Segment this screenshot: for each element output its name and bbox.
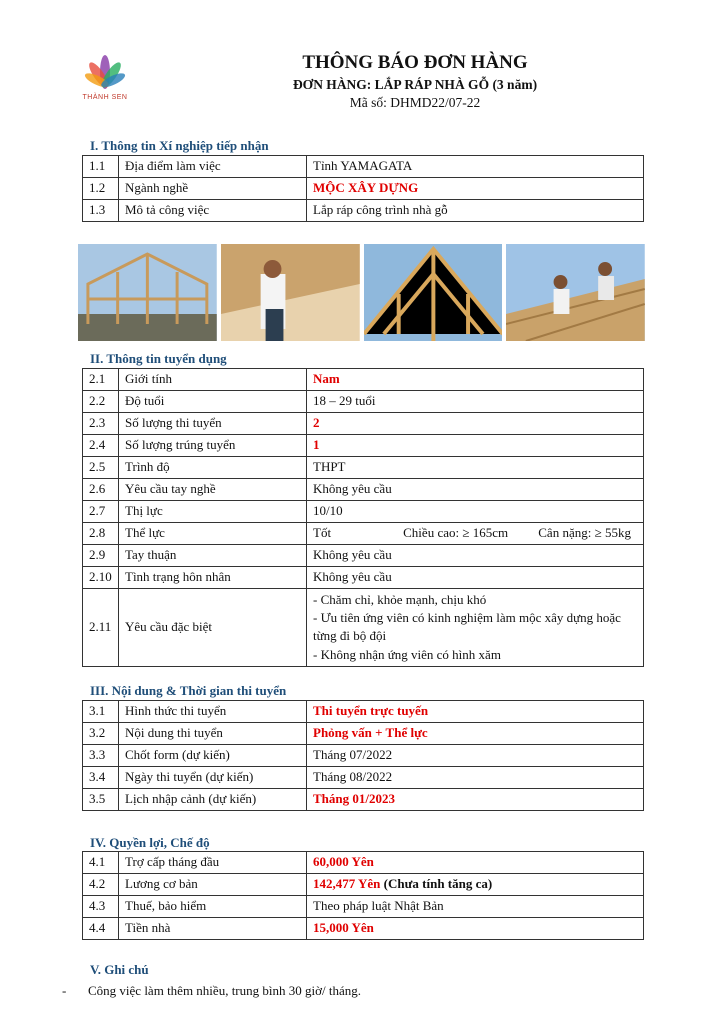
table-row xyxy=(83,457,644,479)
row-label: Chốt form (dự kiến) xyxy=(119,745,307,767)
row-value: Không yêu cầu xyxy=(307,479,644,501)
requirement-line: - Không nhận ứng viên có hình xăm xyxy=(313,646,501,662)
row-label: Tình trạng hôn nhân xyxy=(119,567,307,589)
row-label: Hình thức thi tuyển xyxy=(119,701,307,723)
row-number: 2.10 xyxy=(83,567,119,589)
row-number: 3.4 xyxy=(83,767,119,789)
table-row xyxy=(83,200,644,222)
row-label: Thị lực xyxy=(119,501,307,523)
row-label: Tiền nhà xyxy=(119,918,307,940)
section-2-title: II. Thông tin tuyển dụng xyxy=(90,351,227,366)
row-value: 1 xyxy=(307,435,644,457)
row-value: 2 xyxy=(307,413,644,435)
roof-truss-photo xyxy=(364,244,503,341)
row-number: 2.1 xyxy=(83,369,119,391)
row-value: Nam xyxy=(307,369,644,391)
section-4-title: IV. Quyền lợi, Chế độ xyxy=(90,835,210,850)
row-label: Lương cơ bản xyxy=(119,874,307,896)
wood-frame-photo xyxy=(78,244,217,341)
table-row xyxy=(83,391,644,413)
table-row xyxy=(83,369,644,391)
row-number: 1.1 xyxy=(83,156,119,178)
note-dash: - xyxy=(62,983,67,998)
row-value: 15,000 Yên xyxy=(307,918,644,940)
row-label: Số lượng trúng tuyển xyxy=(119,435,307,457)
logo-text: THÀNH SEN xyxy=(82,94,128,101)
row-number: 4.3 xyxy=(83,896,119,918)
recruitment-info-table xyxy=(82,368,644,667)
table-row xyxy=(83,701,644,723)
row-number: 3.3 xyxy=(83,745,119,767)
row-label: Giới tính xyxy=(119,369,307,391)
row-number: 2.2 xyxy=(83,391,119,413)
row-label: Yêu cầu đặc biệt xyxy=(119,589,307,667)
table-row xyxy=(83,852,644,874)
table-row xyxy=(83,501,644,523)
table-row xyxy=(83,767,644,789)
table-row xyxy=(83,545,644,567)
row-number: 2.3 xyxy=(83,413,119,435)
row-label: Trợ cấp tháng đầu xyxy=(119,852,307,874)
row-value: Tỉnh YAMAGATA xyxy=(307,156,644,178)
row-label: Thuế, bảo hiểm xyxy=(119,896,307,918)
company-info-table xyxy=(82,155,644,222)
row-number: 2.5 xyxy=(83,457,119,479)
row-value: Tháng 08/2022 xyxy=(307,767,644,789)
height-requirement: Chiều cao: ≥ 165cm xyxy=(403,525,509,541)
company-logo xyxy=(70,42,140,102)
note-item xyxy=(62,983,361,999)
row-label: Tay thuận xyxy=(119,545,307,567)
table-row xyxy=(83,789,644,811)
row-label: Nội dung thi tuyển xyxy=(119,723,307,745)
table-row xyxy=(83,918,644,940)
document-title: THÔNG BÁO ĐƠN HÀNG xyxy=(302,52,528,73)
note-text: Công việc làm thêm nhiều, trung bình 30 giờ/ tháng. xyxy=(88,983,361,998)
row-number: 1.3 xyxy=(83,200,119,222)
table-row xyxy=(83,413,644,435)
row-label: Yêu cầu tay nghề xyxy=(119,479,307,501)
table-row xyxy=(83,874,644,896)
salary-note: (Chưa tính tăng ca) xyxy=(380,876,493,892)
table-row xyxy=(83,479,644,501)
requirement-line: - Ưu tiên ứng viên có kinh nghiệm làm mộc xây dựng hoặc từng đi bộ đội xyxy=(313,610,621,644)
row-label: Ngày thi tuyển (dự kiến) xyxy=(119,767,307,789)
row-value xyxy=(307,523,644,545)
row-label: Độ tuổi xyxy=(119,391,307,413)
row-number: 2.7 xyxy=(83,501,119,523)
fitness-value: Tốt xyxy=(313,525,332,541)
table-row xyxy=(83,156,644,178)
row-label: Số lượng thi tuyển xyxy=(119,413,307,435)
row-label: Trình độ xyxy=(119,457,307,479)
row-value: 10/10 xyxy=(307,501,644,523)
table-row xyxy=(83,723,644,745)
salary-value: 142,477 Yên xyxy=(313,876,381,892)
row-value: THPT xyxy=(307,457,644,479)
table-row xyxy=(83,589,644,667)
row-number: 4.4 xyxy=(83,918,119,940)
row-number: 2.6 xyxy=(83,479,119,501)
row-value: Theo pháp luật Nhật Bản xyxy=(307,896,644,918)
row-number: 2.4 xyxy=(83,435,119,457)
row-number: 3.5 xyxy=(83,789,119,811)
roof-workers-photo xyxy=(506,244,645,341)
row-label: Lịch nhập cảnh (dự kiến) xyxy=(119,789,307,811)
row-number: 1.2 xyxy=(83,178,119,200)
row-label: Địa điểm làm việc xyxy=(119,156,307,178)
row-number: 2.8 xyxy=(83,523,119,545)
table-row xyxy=(83,745,644,767)
document-subtitle: ĐƠN HÀNG: LẮP RÁP NHÀ GỖ (3 năm) xyxy=(292,77,538,92)
table-row xyxy=(83,435,644,457)
section-1-title: I. Thông tin Xí nghiệp tiếp nhận xyxy=(90,138,269,153)
table-row xyxy=(83,567,644,589)
row-label: Thể lực xyxy=(119,523,307,545)
weight-requirement: Cân nặng: ≥ 55kg xyxy=(538,525,631,541)
photo-strip xyxy=(78,244,645,341)
row-value: Phỏng vấn + Thể lực xyxy=(307,723,644,745)
worker-ceiling-photo xyxy=(221,244,360,341)
row-number: 4.1 xyxy=(83,852,119,874)
requirement-line: - Chăm chỉ, khỏe mạnh, chịu khó xyxy=(313,592,487,607)
row-label: Ngành nghề xyxy=(119,178,307,200)
document-code: Mã số: DHMD22/07-22 xyxy=(349,95,481,110)
exam-info-table xyxy=(82,700,644,811)
row-number: 4.2 xyxy=(83,874,119,896)
section-5-title: V. Ghi chú xyxy=(90,962,149,977)
row-label: Mô tả công việc xyxy=(119,200,307,222)
row-value: Lắp ráp công trình nhà gỗ xyxy=(307,200,644,222)
table-row xyxy=(83,178,644,200)
row-value xyxy=(307,589,644,667)
row-value: MỘC XÂY DỰNG xyxy=(307,178,644,200)
row-value: Không yêu cầu xyxy=(307,567,644,589)
row-value: Thi tuyển trực tuyến xyxy=(307,701,644,723)
row-value: 18 – 29 tuổi xyxy=(307,391,644,413)
table-row xyxy=(83,523,644,545)
row-value: Tháng 01/2023 xyxy=(307,789,644,811)
row-number: 2.11 xyxy=(83,589,119,667)
row-number: 3.1 xyxy=(83,701,119,723)
row-value: Không yêu cầu xyxy=(307,545,644,567)
row-value xyxy=(307,874,644,896)
row-number: 3.2 xyxy=(83,723,119,745)
table-row xyxy=(83,896,644,918)
row-value: Tháng 07/2022 xyxy=(307,745,644,767)
section-3-title: III. Nội dung & Thời gian thi tuyển xyxy=(90,683,287,698)
row-value: 60,000 Yên xyxy=(307,852,644,874)
row-number: 2.9 xyxy=(83,545,119,567)
benefits-table xyxy=(82,851,644,940)
